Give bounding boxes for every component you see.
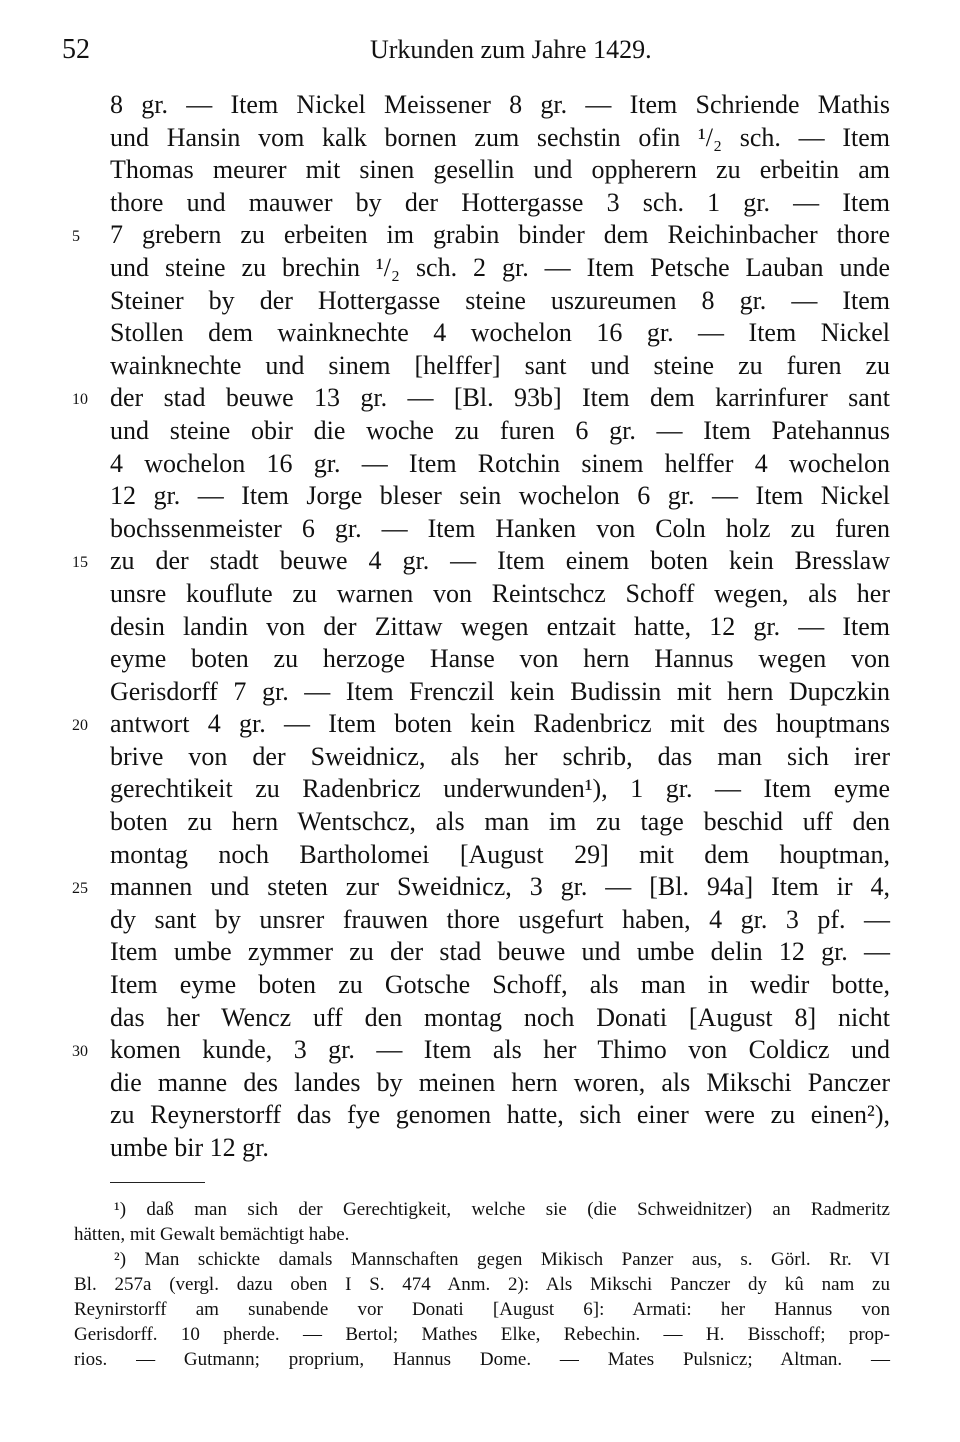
body-text — [72, 89, 890, 1165]
text-line: Item umbe zymmer zu der stad beuwe und umbe delin 12 gr. — — [110, 937, 890, 967]
line-number: 25 — [72, 880, 88, 898]
text-line: zu Reynerstorff das fye genomen hatte, sich einer were zu einen²), — [110, 1100, 890, 1130]
text-line: boten zu hern Wentschcz, als man im zu tage beschid uff den — [110, 807, 890, 837]
line-number: 5 — [72, 228, 80, 246]
text-line: desin landin von der Zittaw wegen entzait hatte, 12 gr. — Item — [110, 611, 890, 641]
page-number: 52 — [62, 34, 90, 65]
text-line: das her Wencz uff den montag noch Donati [August 8] nicht — [110, 1002, 890, 1032]
text-line: 12 gr. — Item Jorge bleser sein wochelon 6 gr. — Item Nickel — [110, 481, 890, 511]
text-line: thore und mauwer by der Hottergasse 3 sch. 1 gr. — Item — [110, 187, 890, 217]
text-line: Gerisdorff 7 gr. — Item Frenczil kein Budissin mit hern Dupczkin — [110, 676, 890, 706]
text-line: bochssenmeister 6 gr. — Item Hanken von Coln holz zu furen — [110, 513, 890, 543]
footnote-line: Reynirstorff am sunabende vor Donati [August 6]: Armati: her Hannus von — [74, 1299, 890, 1320]
line-number: 15 — [72, 554, 88, 572]
text-line: Item eyme boten zu Gotsche Schoff, als man in wedir botte, — [110, 970, 890, 1000]
text-line: 30 komen kunde, 3 gr. — Item als her Thimo von Coldicz und — [110, 1034, 890, 1067]
text-line: brive von der Sweidnicz, als her schrib, das man sich irer — [110, 741, 890, 771]
footnote-line: ²) Man schickte damals Mannschaften gegen Mikisch Panzer aus, s. Görl. Rr. VI — [114, 1249, 890, 1270]
running-title: Urkunden zum Jahre 1429. — [370, 35, 652, 64]
footnotes — [74, 1197, 890, 1372]
text-line: 8 gr. — Item Nickel Meissener 8 gr. — Item Schriende Mathis — [110, 90, 890, 119]
text-line: montag noch Bartholomei [August 29] mit dem houptman, — [110, 839, 890, 869]
text-line: 15 zu der stadt beuwe 4 gr. — Item einem boten kein Bresslaw — [110, 545, 890, 578]
text-line: dy sant by unsrer frauwen thore usgefurt haben, 4 gr. 3 pf. — — [110, 904, 890, 934]
text-line: und steine obir die woche zu furen 6 gr. — Item Patehannus — [110, 415, 890, 445]
text-line: Steiner by der Hottergasse steine uszureumen 8 gr. — Item — [110, 285, 890, 315]
text-line: 4 wochelon 16 gr. — Item Rotchin sinem helffer 4 wochelon — [110, 448, 890, 478]
footnote-line: Bl. 257a (vergl. dazu oben I S. 474 Anm. 2): Als Mikschi Panczer dy kû nam zu — [74, 1274, 890, 1295]
text-line: Thomas meurer mit sinen gesellin und oppherern zu erbeitin am — [110, 155, 890, 185]
footnote-line: ¹) daß man sich der Gerechtigkeit, welche sie (die Schweidnitzer) an Radmeritz — [114, 1199, 890, 1220]
text-line: wainknechte und sinem [helffer] sant und steine zu furen zu — [110, 350, 890, 380]
footnote-line: hätten, mit Gewalt bemächtigt habe. — [74, 1224, 350, 1245]
line-number: 20 — [72, 717, 88, 735]
footnote-line: Gerisdorff. 10 pherde. — Bertol; Mathes Elke, Rebechin. — H. Bisschoff; prop- — [74, 1324, 890, 1345]
line-number: 30 — [72, 1043, 88, 1061]
text-line: eyme boten zu herzoge Hanse von hern Hannus wegen von — [110, 644, 890, 674]
text-line: und steine zu brechin ¹/₂ sch. 2 gr. — Item Petsche Lauban unde — [110, 252, 890, 282]
line-number: 10 — [72, 391, 88, 409]
text-line: 5 7 grebern zu erbeiten im grabin binder dem Reichinbacher thore — [110, 219, 890, 252]
text-line: 25 mannen und steten zur Sweidnicz, 3 gr. — [Bl. 94a] Item ir 4, — [110, 871, 890, 904]
text-line: die manne des landes by meinen hern woren, als Mikschi Panczer — [110, 1067, 890, 1097]
text-line: 10 der stad beuwe 13 gr. — [Bl. 93b] Item dem karrinfurer sant — [110, 382, 890, 415]
text-line: und Hansin vom kalk bornen zum sechstin ofin ¹/₂ sch. — Item — [110, 122, 890, 152]
text-line: gerechtikeit zu Radenbricz underwunden¹), 1 gr. — Item eyme — [110, 774, 890, 804]
text-line: umbe bir 12 gr. — [110, 1133, 269, 1162]
text-line: 20 antwort 4 gr. — Item boten kein Radenbricz mit des houptmans — [110, 708, 890, 741]
footnote-divider — [110, 1182, 205, 1183]
text-line: unsre kouflute zu warnen von Reintschcz Schoff wegen, als her — [110, 578, 890, 608]
footnote-line: rios. — Gutmann; proprium, Hannus Dome. — Mates Pulsnicz; Altman. — — [74, 1349, 890, 1370]
text-line: Stollen dem wainknechte 4 wochelon 16 gr. — Item Nickel — [110, 318, 890, 348]
